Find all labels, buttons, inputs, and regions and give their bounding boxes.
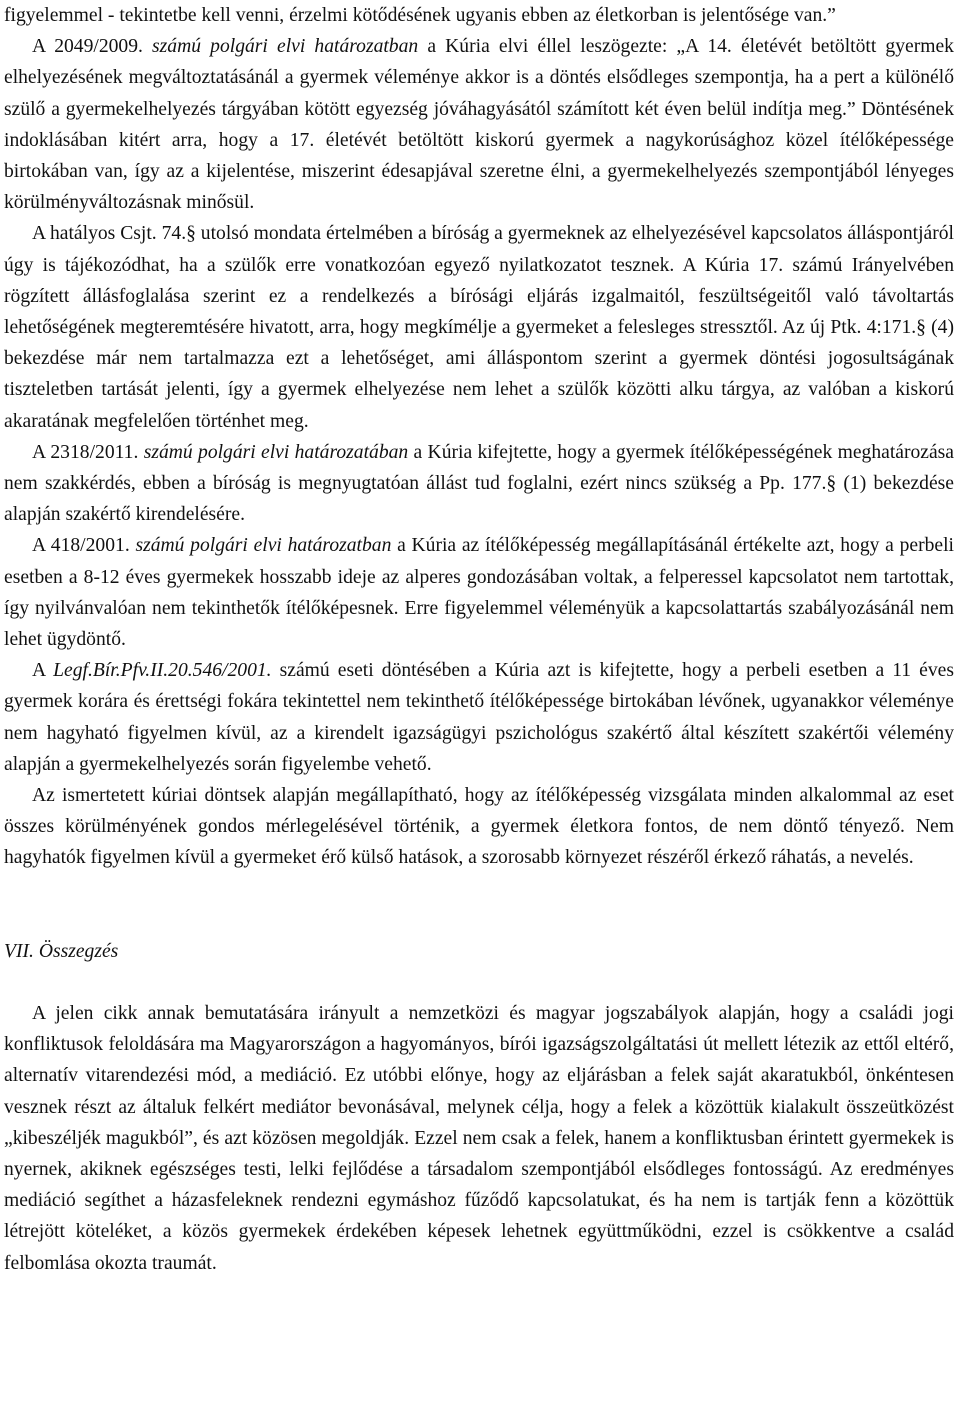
- paragraph-2049-2009: [4, 31, 954, 218]
- paragraph-continuation: figyelemmel - tekintetbe kell venni, érzelmi kötődésének ugyanis ebben az életkorban is jelentősége van.”: [4, 5, 836, 26]
- case-number: A 2049/2009.: [32, 36, 153, 58]
- case-type: számú polgári elvi határozatban: [152, 36, 419, 58]
- paragraph-body: a Kúria elvi éllel leszögezte: „A 14. életévét betöltött gyermek elhelyezésének megváltoztatásánál a gyermek véleménye akkor is a döntés elsődleges szempontja, ha a pert a különélő szülő a gyermekelhelyezés tárgyában kötött egyezség jóváhagyásától számított két éven belül indítja meg.” Döntésének indoklásában kitért arra, hogy a 17. életévét betöltött kiskorú gyermek a nagykorúsághoz közel ítélőképessége birtokában van, így az a kijelentése, miszerint édesapjával szeretne élni, a gyermekelhelyezés szempontjából lényeges körülményváltozásnak minősül.: [4, 36, 954, 214]
- case-reference: Legf.Bír.Pfv.II.20.546/2001.: [53, 660, 272, 682]
- case-type: számú polgári elvi határozatában: [143, 441, 409, 463]
- paragraph-2318-2011: [4, 437, 954, 531]
- case-type: számú polgári elvi határozatban: [135, 535, 392, 557]
- section-heading: VII. Összegzés: [4, 940, 119, 962]
- case-number: A 418/2001.: [32, 535, 136, 557]
- paragraph-csjt-74: A hatályos Csjt. 74.§ utolsó mondata értelmében a bíróság a gyermeknek az elhelyezésével kapcsolatos álláspontjáról úgy is tájékozódhat, ha a szülők erre vonatkozóan egyező nyilatkozatot tesznek. A Kúria 17. számú Irányelvében rögzített állásfoglalása szerint ez a rendelkezés a bírósági eljárás izgalmaitól, feszültségeitől való távoltartás lehetőségének megteremtésére hivatott, arra, hogy megkímélje a gyermeket a felesleges stressztől. Az új Ptk. 4:171.§ (4) bekezdése már nem tartalmazza ezt a lehetőséget, ami álláspontom szerint a gyermek döntési jogosultságának tiszteletben tartását jelenti, így a gyermek elhelyezése nem lehet a szülők közötti alku tárgya, az valóban a kiskorú akaratának megfelelően történhet meg.: [4, 223, 954, 432]
- paragraph-body: számú eseti döntésében a Kúria azt is kifejtette, hogy a perbeli esetben a 11 éves gyermek korára és érettségi fokára tekintettel nem tekinthető ítélőképessége birtokában lévőnek, ugyanakkor véleménye nem hagyható figyelmen kívül, az a kirendelt igazságügyi pszichológus szakértő által készített szakértői vélemény alapján a gyermekelhelyezés során figyelembe vehető.: [4, 660, 954, 775]
- case-prefix: A: [32, 660, 54, 682]
- paragraph-418-2001: [4, 530, 954, 655]
- case-number: A 2318/2011.: [32, 441, 144, 463]
- paragraph-legf-bir: [4, 655, 954, 780]
- paragraph-body: a Kúria az ítélőképesség megállapításánál értékelte azt, hogy a perbeli esetben a 8-12 éves gyermekek hosszabb ideje az alperes gondozásában voltak, a felperessel kapcsolatot nem tartottak, így nyilvánvalóan nem tekinthetők ítélőképesnek. Erre figyelemmel véleményük a kapcsolattartás szabályozásánál nem lehet ügydöntő.: [4, 535, 954, 651]
- paragraph-summary: A jelen cikk annak bemutatására irányult a nemzetközi és magyar jogszabályok alapján, hogy a családi jogi konfliktusok feloldására ma Magyarországon a hagyományos, bírói igazságszolgáltatási út mellett létezik az ettől eltérő, alternatív vitarendezési mód, a mediáció. Ez utóbbi előnye, hogy az eljárásban a felek saját akaratukból, önkéntesen vesznek részt az általuk felkért mediátor bevonásával, melynek célja, hogy a felek a közöttük kialakult összeütközést „kibeszéljék magukból”, és azt közösen megoldják. Ezzel nem csak a felek, hanem a konfliktusban érintett gyermekek is nyernek, akiknek egészséges testi, lelki fejlődése a társadalom szempontjából elsődleges fontosságú. Az eredményes mediáció segíthet a házasfeleknek rendezni egymáshoz fűződő kapcsolatukat, és ha nem is tartják fenn a közöttük létrejött köteléket, a közös gyermekek érdekében képesek lehetnek együttműködni, ezzel is csökkentve a család felbomlása okozta traumát.: [4, 1002, 954, 1274]
- paragraph-body: a Kúria kifejtette, hogy a gyermek ítélőképességének meghatározása nem szakkérdés, ebben a bíróság is megnyugtatóan állást tud foglalni, ezért nincs szükség a Pp. 177.§ (1) bekezdése alapján szakértő kirendelésére.: [4, 441, 954, 526]
- paragraph-conclusion-cases: Az ismertetett kúriai döntsek alapján megállapítható, hogy az ítélőképesség vizsgálata minden alkalommal az eset összes körülményének gondos mérlegelésével történik, a gyermek életkora fontos, de nem döntő tényező. Nem hagyhatók figyelmen kívül a gyermeket érő külső hatások, a szorosabb környezet részéről érkező ráhatás, a nevelés.: [4, 785, 954, 869]
- document-page: [4, 0, 954, 1279]
